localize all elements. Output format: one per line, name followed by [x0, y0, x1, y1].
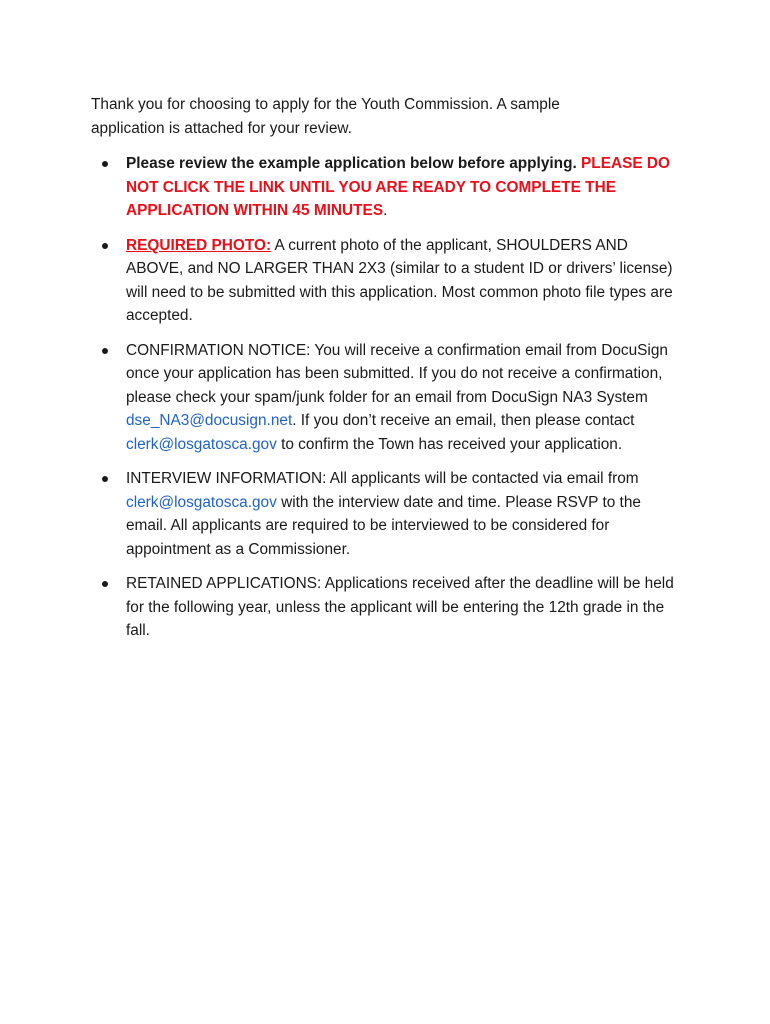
required-photo-label: REQUIRED PHOTO: [126, 236, 272, 254]
document-body [91, 93, 681, 654]
review-instruction: Please review the example application below before applying. [126, 155, 577, 172]
retained-applications-text: RETAINED APPLICATIONS: Applications received after the deadline will be held for the following year, unless the applicant will be entering the 12th grade in the fall. [126, 575, 674, 639]
docusign-email-link[interactable]: dse_NA3@docusign.net [126, 412, 293, 429]
intro-paragraph: Thank you for choosing to apply for the Youth Commission. A sample application is attached for your review. [91, 96, 560, 137]
list-item-text [126, 339, 681, 457]
bullet-icon [102, 161, 108, 167]
bullet-icon [102, 348, 108, 354]
required-photo-text: A current photo of the applicant, SHOULDERS AND ABOVE, and NO LARGER THAN 2X3 (similar to a student ID or drivers’ license) will need to be submitted with this application. Most common photo file types are accepted. [126, 236, 673, 324]
list-item-text [126, 234, 681, 328]
bullet-icon [102, 243, 108, 249]
clerk-email-link[interactable]: clerk@losgatosca.gov [126, 493, 277, 511]
interview-text-1: INTERVIEW INFORMATION: All applicants will be contacted via email from [126, 470, 639, 487]
warning-text: PLEASE DO NOT CLICK THE LINK UNTIL YOU ARE READY TO COMPLETE THE APPLICATION WITHIN 45 MINUTES [126, 155, 670, 219]
list-item-text [126, 152, 681, 223]
list-item-retained-applications [91, 572, 681, 643]
confirmation-text-3: to confirm the Town has received your application. [276, 435, 623, 453]
confirmation-text-1: CONFIRMATION NOTICE: You will receive a confirmation email from DocuSign once your application has been submitted. If you do not receive a confirmation, please check your spam/junk folder for an email from DocuSign NA3 System [126, 341, 668, 406]
list-item-required-photo [91, 234, 681, 328]
list-item-text [126, 467, 681, 561]
instructions-list [91, 152, 681, 643]
bullet-icon [102, 581, 108, 587]
list-item-interview-information [91, 467, 681, 561]
punctuation: . [383, 202, 388, 219]
list-item-confirmation-notice [91, 339, 681, 457]
confirmation-text-2: . If you don’t receive an email, then please contact [292, 412, 635, 429]
list-item-review [91, 152, 681, 223]
bullet-icon [102, 476, 108, 482]
clerk-email-link[interactable]: clerk@losgatosca.gov [126, 435, 277, 453]
interview-text-2: with the interview date and time. Please RSVP to the email. All applicants are required to be interviewed to be considered for appointment as a Commissioner. [126, 493, 641, 558]
